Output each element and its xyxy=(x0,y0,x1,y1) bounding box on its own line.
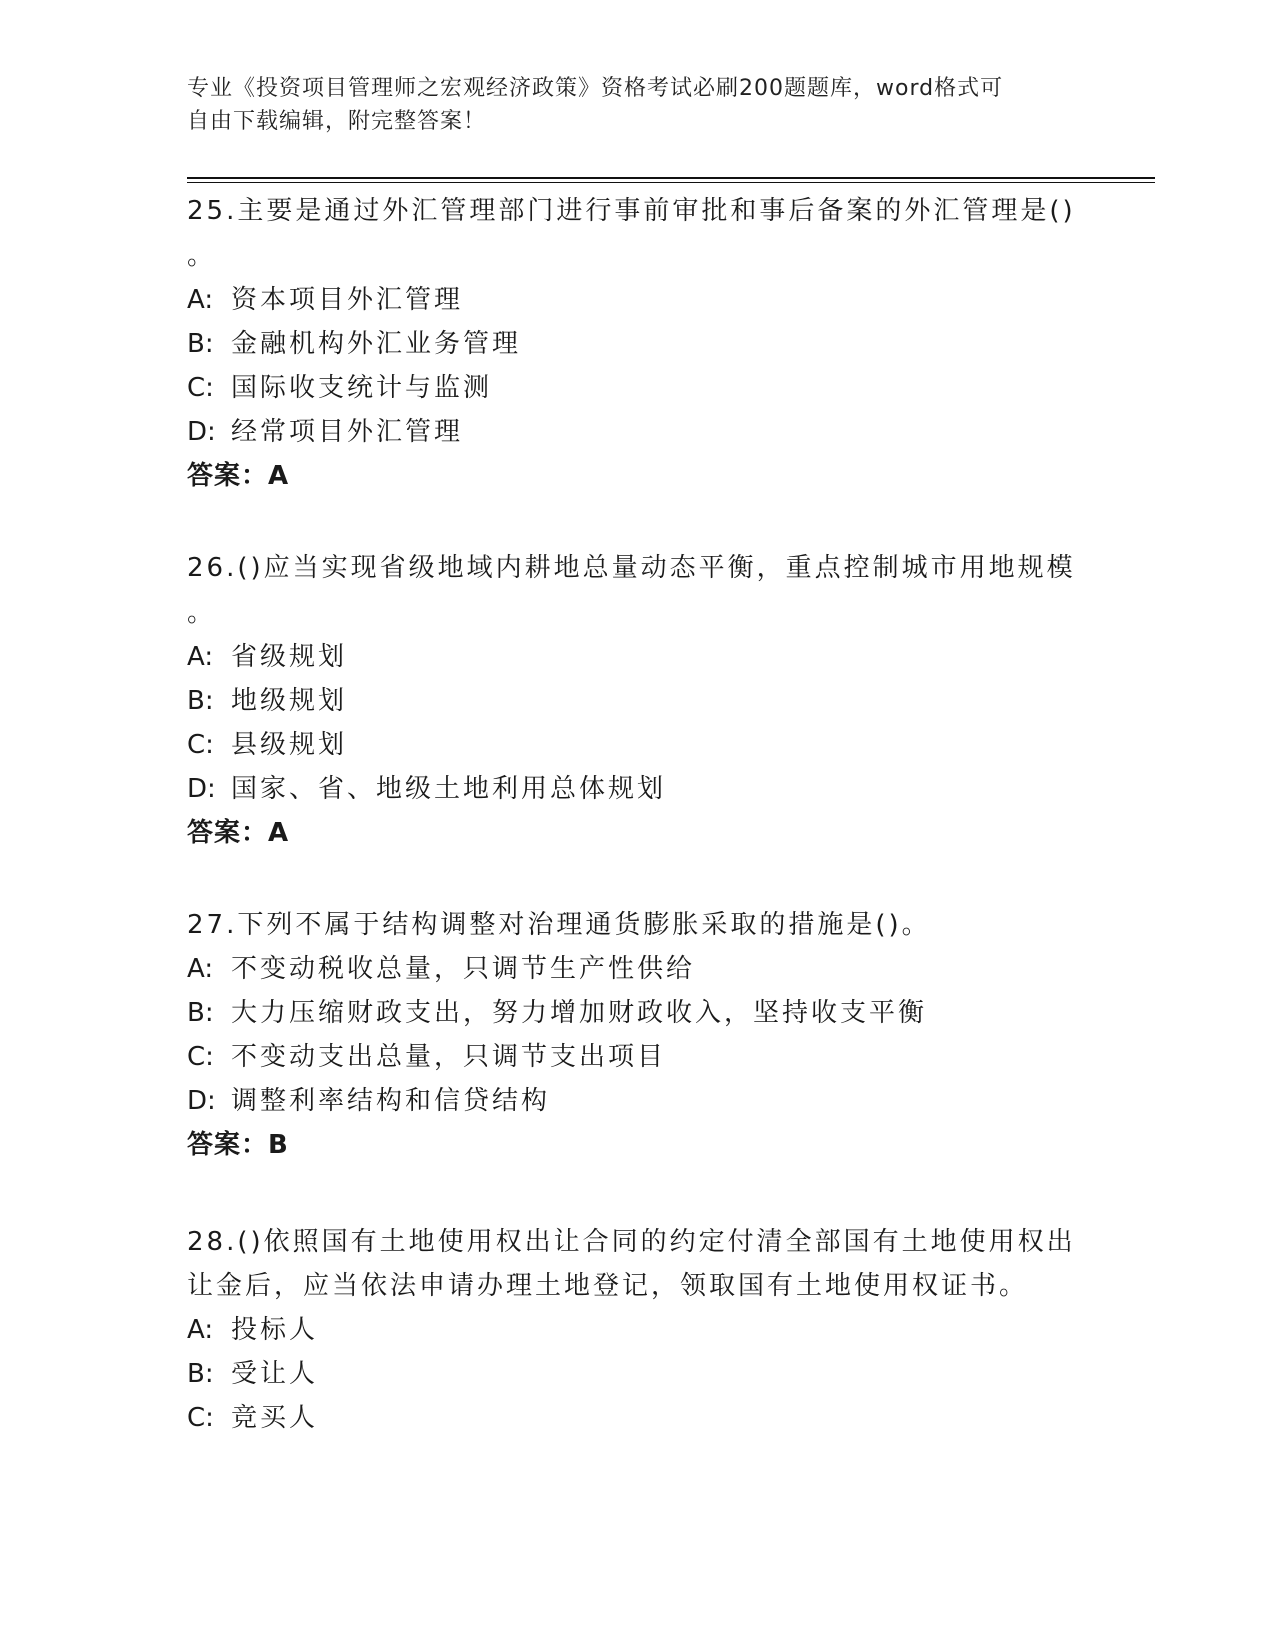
option-letter: C: xyxy=(187,1403,214,1433)
option-text: 受让人 xyxy=(231,1359,319,1389)
question-stem: 26.()应当实现省级地域内耕地总量动态平衡，重点控制城市用地规模 xyxy=(187,553,1076,583)
header-line-1: 专业《投资项目管理师之宏观经济政策》资格考试必刷200题题库，word格式可 xyxy=(187,76,1004,101)
option-letter: A: xyxy=(187,642,214,672)
question-25 xyxy=(187,188,1087,498)
option-text: 国家、省、地级土地利用总体规划 xyxy=(231,774,667,804)
option-text: 县级规划 xyxy=(231,730,348,760)
option-text: 调整利率结构和信贷结构 xyxy=(231,1086,551,1116)
option-a xyxy=(187,635,1087,679)
option-letter: C: xyxy=(187,373,214,403)
option-letter: B: xyxy=(187,1359,214,1389)
option-text: 大力压缩财政支出，努力增加财政收入，坚持收支平衡 xyxy=(231,998,928,1028)
question-stem: 27.下列不属于结构调整对治理通货膨胀采取的措施是()。 xyxy=(187,910,931,940)
question-stem-continued: 。 xyxy=(187,241,217,271)
option-b xyxy=(187,1352,1087,1396)
answer-line: 答案：A xyxy=(187,461,290,491)
document-header xyxy=(187,72,1087,138)
option-text: 省级规划 xyxy=(231,642,348,672)
option-text: 不变动支出总量，只调节支出项目 xyxy=(231,1042,667,1072)
option-text: 投标人 xyxy=(231,1315,319,1345)
option-a xyxy=(187,1308,1087,1352)
header-line-2: 自由下载编辑，附完整答案！ xyxy=(187,109,487,134)
option-letter: C: xyxy=(187,1042,214,1072)
option-text: 竞买人 xyxy=(231,1403,319,1433)
option-letter: D: xyxy=(187,417,216,447)
option-a xyxy=(187,947,1087,991)
question-stem: 28.()依照国有土地使用权出让合同的约定付清全部国有土地使用权出 xyxy=(187,1227,1076,1257)
option-c xyxy=(187,723,1087,767)
answer-line: 答案：A xyxy=(187,818,290,848)
question-27 xyxy=(187,903,1087,1167)
option-letter: D: xyxy=(187,1086,216,1116)
option-d xyxy=(187,410,1087,454)
option-letter: B: xyxy=(187,998,214,1028)
option-letter: A: xyxy=(187,954,214,984)
option-letter: B: xyxy=(187,329,214,359)
header-divider-thin xyxy=(187,182,1155,183)
option-b xyxy=(187,679,1087,723)
option-text: 金融机构外汇业务管理 xyxy=(231,329,522,359)
option-b xyxy=(187,991,1087,1035)
option-text: 经常项目外汇管理 xyxy=(231,417,464,447)
option-b xyxy=(187,322,1087,366)
option-letter: A: xyxy=(187,1315,214,1345)
question-stem-continued: 让金后，应当依法申请办理土地登记，领取国有土地使用权证书。 xyxy=(187,1271,1029,1301)
option-letter: A: xyxy=(187,285,214,315)
header-divider-thick xyxy=(187,177,1155,179)
option-c xyxy=(187,1035,1087,1079)
question-stem: 25.主要是通过外汇管理部门进行事前审批和事后备案的外汇管理是() xyxy=(187,196,1076,226)
question-28 xyxy=(187,1220,1087,1440)
option-c xyxy=(187,366,1087,410)
option-letter: B: xyxy=(187,686,214,716)
option-text: 不变动税收总量，只调节生产性供给 xyxy=(231,954,696,984)
option-letter: D: xyxy=(187,774,216,804)
question-stem-continued: 。 xyxy=(187,598,217,628)
option-text: 地级规划 xyxy=(231,686,348,716)
option-text: 资本项目外汇管理 xyxy=(231,285,464,315)
option-c xyxy=(187,1396,1087,1440)
question-26 xyxy=(187,545,1087,855)
option-letter: C: xyxy=(187,730,214,760)
option-d xyxy=(187,767,1087,811)
answer-line: 答案：B xyxy=(187,1130,289,1160)
option-d xyxy=(187,1079,1087,1123)
option-text: 国际收支统计与监测 xyxy=(231,373,493,403)
option-a xyxy=(187,278,1087,322)
